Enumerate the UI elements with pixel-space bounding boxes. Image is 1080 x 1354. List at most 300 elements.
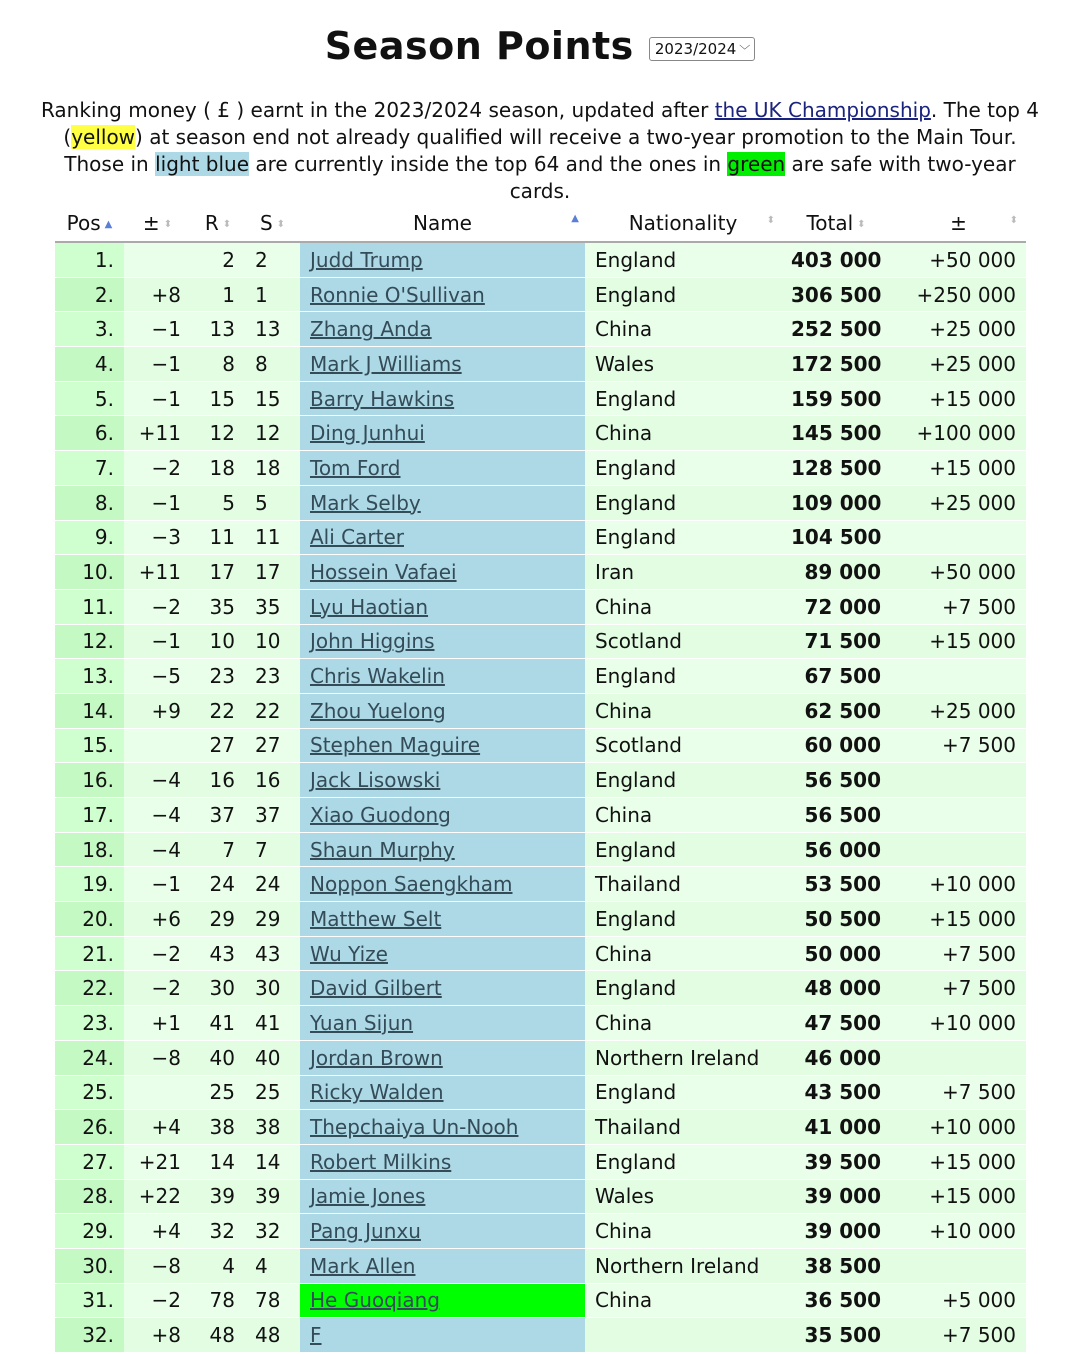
player-link[interactable]: Barry Hawkins: [310, 386, 455, 411]
player-nationality-cell: Wales: [585, 347, 781, 382]
ranking-s-cell: 11: [245, 520, 300, 555]
rank-diff-cell: −4: [124, 798, 191, 833]
points-change-cell: +7 500: [891, 936, 1026, 971]
ranking-s-cell: 25: [245, 1075, 300, 1110]
rank-position-cell: 11.: [55, 589, 124, 624]
player-nationality-cell: England: [585, 659, 781, 694]
ranking-s-cell: 18: [245, 451, 300, 486]
col-header-s[interactable]: S ⬍: [245, 205, 300, 242]
ranking-r-cell: 24: [191, 867, 245, 902]
table-row: [55, 485, 1026, 520]
table-row: [55, 1283, 1026, 1318]
player-nationality-cell: England: [585, 971, 781, 1006]
player-name-cell: [300, 242, 585, 277]
ranking-r-cell: 37: [191, 798, 245, 833]
points-total-cell: 159 500: [781, 381, 891, 416]
points-total-cell: 50 500: [781, 902, 891, 937]
rank-diff-cell: −4: [124, 832, 191, 867]
ranking-s-cell: 12: [245, 416, 300, 451]
player-name-cell: [300, 971, 585, 1006]
player-name-cell: [300, 728, 585, 763]
player-nationality-cell: England: [585, 1144, 781, 1179]
player-name-cell: [300, 867, 585, 902]
uk-championship-link[interactable]: the UK Championship: [714, 98, 931, 122]
col-header-nationality[interactable]: Nationality ⬍: [585, 205, 781, 242]
points-total-cell: 60 000: [781, 728, 891, 763]
points-change-cell: +25 000: [891, 485, 1026, 520]
player-nationality-cell: England: [585, 902, 781, 937]
rank-diff-cell: +1: [124, 1006, 191, 1041]
rank-diff-cell: −1: [124, 485, 191, 520]
table-body: [55, 242, 1026, 1353]
player-link[interactable]: Tom Ford: [310, 455, 401, 480]
player-name-cell: [300, 277, 585, 312]
player-nationality-cell: China: [585, 936, 781, 971]
points-total-cell: 41 000: [781, 1110, 891, 1145]
player-nationality-cell: Northern Ireland: [585, 1248, 781, 1283]
player-nationality-cell: Wales: [585, 1179, 781, 1214]
table-row: [55, 832, 1026, 867]
sort-icon: ⬍: [766, 215, 775, 226]
player-link[interactable]: Ronnie O'Sullivan: [310, 282, 485, 307]
intro-text-1: Ranking money ( £ ) earnt in the 2023/2024 season, updated after: [40, 98, 715, 122]
player-nationality-cell: England: [585, 451, 781, 486]
ranking-s-cell: 27: [245, 728, 300, 763]
col-header-r[interactable]: R ⬍: [191, 205, 245, 242]
table-row: [55, 1179, 1026, 1214]
player-link[interactable]: He Guoqiang: [310, 1288, 440, 1313]
intro-text-4: are currently inside the top 64 and the ones in: [249, 152, 728, 176]
points-total-cell: 71 500: [781, 624, 891, 659]
points-total-cell: 67 500: [781, 659, 891, 694]
points-change-cell: +10 000: [891, 1214, 1026, 1249]
rank-position-cell: 26.: [55, 1110, 124, 1145]
col-header-pos[interactable]: Pos ▲: [55, 205, 124, 242]
col-header-change[interactable]: ± ⬍: [891, 205, 1026, 242]
ranking-s-cell: 14: [245, 1144, 300, 1179]
player-link[interactable]: Ding Junhui: [310, 421, 425, 446]
player-nationality-cell: Scotland: [585, 624, 781, 659]
rank-position-cell: 31.: [55, 1283, 124, 1318]
player-link[interactable]: Stephen Maguire: [310, 733, 481, 758]
rank-diff-cell: −1: [124, 867, 191, 902]
points-total-cell: 104 500: [781, 520, 891, 555]
season-select[interactable]: [649, 37, 755, 61]
ranking-s-cell: 37: [245, 798, 300, 833]
player-link[interactable]: Hossein Vafaei: [310, 560, 457, 585]
table-row: [55, 1318, 1026, 1353]
points-change-cell: [891, 520, 1026, 555]
ranking-r-cell: 39: [191, 1179, 245, 1214]
points-total-cell: 39 500: [781, 1144, 891, 1179]
ranking-s-cell: 41: [245, 1006, 300, 1041]
rank-diff-cell: +6: [124, 902, 191, 937]
points-total-cell: 89 000: [781, 555, 891, 590]
player-name-cell: [300, 1248, 585, 1283]
points-total-cell: 145 500: [781, 416, 891, 451]
ranking-r-cell: 23: [191, 659, 245, 694]
ranking-r-cell: 16: [191, 763, 245, 798]
season-points-table: [55, 205, 1026, 1353]
ranking-r-cell: 48: [191, 1318, 245, 1353]
ranking-s-cell: 15: [245, 381, 300, 416]
col-header-total[interactable]: Total ⬍: [781, 205, 891, 242]
player-name-cell: [300, 624, 585, 659]
table-row: [55, 867, 1026, 902]
player-name-cell: [300, 485, 585, 520]
rank-position-cell: 28.: [55, 1179, 124, 1214]
table-row: [55, 936, 1026, 971]
rank-position-cell: 21.: [55, 936, 124, 971]
table-row: [55, 381, 1026, 416]
ranking-r-cell: 14: [191, 1144, 245, 1179]
player-nationality-cell: China: [585, 589, 781, 624]
player-link[interactable]: Yuan Sijun: [310, 1010, 414, 1035]
rank-diff-cell: +4: [124, 1214, 191, 1249]
ranking-r-cell: 38: [191, 1110, 245, 1145]
rank-position-cell: 7.: [55, 451, 124, 486]
ranking-s-cell: 29: [245, 902, 300, 937]
player-link[interactable]: Jack Lisowski: [310, 768, 441, 793]
points-change-cell: +50 000: [891, 555, 1026, 590]
player-link[interactable]: Robert Milkins: [310, 1149, 452, 1174]
rank-diff-cell: −1: [124, 624, 191, 659]
season-select-value: 2023/2024: [654, 40, 737, 58]
player-nationality-cell: England: [585, 381, 781, 416]
points-total-cell: 35 500: [781, 1318, 891, 1353]
ranking-s-cell: 48: [245, 1318, 300, 1353]
rank-position-cell: 29.: [55, 1214, 124, 1249]
player-name-cell: [300, 1318, 585, 1353]
player-name-cell: [300, 1040, 585, 1075]
rank-position-cell: 17.: [55, 798, 124, 833]
table-row: [55, 1144, 1026, 1179]
rank-diff-cell: −4: [124, 763, 191, 798]
rank-position-cell: 9.: [55, 520, 124, 555]
player-name-cell: [300, 832, 585, 867]
points-total-cell: 36 500: [781, 1283, 891, 1318]
player-link[interactable]: Xiao Guodong: [310, 802, 451, 827]
sort-icon: ⬍: [276, 219, 286, 230]
table-row: [55, 971, 1026, 1006]
points-total-cell: 128 500: [781, 451, 891, 486]
sort-up-icon: ▲: [104, 219, 113, 230]
points-total-cell: 172 500: [781, 347, 891, 382]
player-link[interactable]: Mark Selby: [310, 490, 421, 515]
points-change-cell: [891, 1248, 1026, 1283]
rank-position-cell: 24.: [55, 1040, 124, 1075]
rank-diff-cell: −8: [124, 1040, 191, 1075]
table-header-row: [55, 205, 1026, 242]
ranking-s-cell: 17: [245, 555, 300, 590]
col-header-diff[interactable]: ± ⬍: [124, 205, 191, 242]
points-change-cell: +50 000: [891, 242, 1026, 277]
player-link[interactable]: Noppon Saengkham: [310, 872, 513, 897]
player-nationality-cell: England: [585, 242, 781, 277]
intro-text-5: are safe with two-year cards.: [509, 152, 1016, 203]
ranking-s-cell: 24: [245, 867, 300, 902]
player-link[interactable]: Thepchaiya Un-Nooh: [310, 1115, 519, 1140]
intro-paragraph: [40, 97, 1040, 205]
points-total-cell: 306 500: [781, 277, 891, 312]
title-row: [0, 24, 1080, 68]
points-total-cell: 48 000: [781, 971, 891, 1006]
points-change-cell: +15 000: [891, 902, 1026, 937]
ranking-r-cell: 30: [191, 971, 245, 1006]
points-total-cell: 252 500: [781, 312, 891, 347]
ranking-r-cell: 12: [191, 416, 245, 451]
player-link[interactable]: Jamie Jones: [310, 1184, 426, 1209]
table-row: [55, 659, 1026, 694]
player-name-cell: [300, 589, 585, 624]
rank-diff-cell: [124, 242, 191, 277]
player-name-cell: [300, 1075, 585, 1110]
player-name-cell: [300, 555, 585, 590]
points-total-cell: 38 500: [781, 1248, 891, 1283]
rank-position-cell: 10.: [55, 555, 124, 590]
ranking-r-cell: 25: [191, 1075, 245, 1110]
player-nationality-cell: England: [585, 1075, 781, 1110]
rank-position-cell: 20.: [55, 902, 124, 937]
player-name-cell: [300, 347, 585, 382]
player-link[interactable]: John Higgins: [310, 629, 435, 654]
points-change-cell: +10 000: [891, 1110, 1026, 1145]
player-name-cell: [300, 693, 585, 728]
rank-position-cell: 18.: [55, 832, 124, 867]
table-row: [55, 416, 1026, 451]
player-link[interactable]: Jordan Brown: [310, 1045, 443, 1070]
points-change-cell: +7 500: [891, 728, 1026, 763]
points-change-cell: [891, 763, 1026, 798]
points-change-cell: +5 000: [891, 1283, 1026, 1318]
player-name-cell: [300, 1214, 585, 1249]
player-link[interactable]: Ali Carter: [310, 525, 404, 550]
player-link[interactable]: David Gilbert: [310, 976, 442, 1001]
table-row: [55, 1006, 1026, 1041]
player-name-cell: [300, 763, 585, 798]
rank-diff-cell: −1: [124, 312, 191, 347]
points-change-cell: +10 000: [891, 867, 1026, 902]
player-link[interactable]: Pang Junxu: [310, 1219, 421, 1244]
ranking-r-cell: 7: [191, 832, 245, 867]
points-change-cell: [891, 1040, 1026, 1075]
player-link[interactable]: Matthew Selt: [310, 906, 442, 931]
ranking-s-cell: 2: [245, 242, 300, 277]
points-total-cell: 43 500: [781, 1075, 891, 1110]
player-name-cell: [300, 659, 585, 694]
player-name-cell: [300, 381, 585, 416]
points-total-cell: 47 500: [781, 1006, 891, 1041]
points-change-cell: +10 000: [891, 1006, 1026, 1041]
rank-diff-cell: +11: [124, 416, 191, 451]
ranking-r-cell: 2: [191, 242, 245, 277]
points-change-cell: +15 000: [891, 1179, 1026, 1214]
ranking-s-cell: 30: [245, 971, 300, 1006]
player-nationality-cell: England: [585, 277, 781, 312]
rank-position-cell: 19.: [55, 867, 124, 902]
player-name-cell: [300, 936, 585, 971]
rank-diff-cell: +8: [124, 277, 191, 312]
table-row: [55, 555, 1026, 590]
rank-position-cell: 27.: [55, 1144, 124, 1179]
rank-position-cell: 12.: [55, 624, 124, 659]
player-link[interactable]: Zhang Anda: [310, 317, 432, 342]
rank-diff-cell: +4: [124, 1110, 191, 1145]
player-name-cell: [300, 1110, 585, 1145]
player-link[interactable]: F: [310, 1323, 322, 1348]
table-row: [55, 312, 1026, 347]
intro-text-2: . The top 4 (: [63, 98, 1040, 149]
rank-diff-cell: [124, 1075, 191, 1110]
ranking-s-cell: 35: [245, 589, 300, 624]
rank-position-cell: 5.: [55, 381, 124, 416]
player-name-cell: [300, 1179, 585, 1214]
points-change-cell: +7 500: [891, 971, 1026, 1006]
points-change-cell: [891, 832, 1026, 867]
points-total-cell: 109 000: [781, 485, 891, 520]
ranking-s-cell: 40: [245, 1040, 300, 1075]
table-row: [55, 1248, 1026, 1283]
rank-position-cell: 1.: [55, 242, 124, 277]
rank-diff-cell: +21: [124, 1144, 191, 1179]
sort-icon: ⬍: [222, 219, 232, 230]
green-highlight: green: [727, 152, 786, 176]
ranking-s-cell: 22: [245, 693, 300, 728]
player-nationality-cell: China: [585, 1006, 781, 1041]
col-header-name[interactable]: Name ▲: [300, 205, 585, 242]
points-change-cell: [891, 659, 1026, 694]
ranking-r-cell: 40: [191, 1040, 245, 1075]
points-change-cell: +250 000: [891, 277, 1026, 312]
rank-diff-cell: −1: [124, 381, 191, 416]
table-row: [55, 347, 1026, 382]
rank-diff-cell: [124, 728, 191, 763]
points-total-cell: 72 000: [781, 589, 891, 624]
rank-position-cell: 16.: [55, 763, 124, 798]
ranking-s-cell: 1: [245, 277, 300, 312]
player-name-cell: [300, 1144, 585, 1179]
points-total-cell: 39 000: [781, 1179, 891, 1214]
table-row: [55, 624, 1026, 659]
points-change-cell: +7 500: [891, 589, 1026, 624]
player-nationality-cell: Iran: [585, 555, 781, 590]
player-link[interactable]: Judd Trump: [310, 247, 423, 272]
table-row: [55, 693, 1026, 728]
table-row: [55, 1110, 1026, 1145]
player-link[interactable]: Mark Allen: [310, 1253, 416, 1278]
player-nationality-cell: England: [585, 485, 781, 520]
player-link[interactable]: Lyu Haotian: [310, 594, 429, 619]
points-total-cell: 56 000: [781, 832, 891, 867]
yellow-highlight: yellow: [71, 125, 136, 149]
points-change-cell: +25 000: [891, 347, 1026, 382]
points-total-cell: 62 500: [781, 693, 891, 728]
table-row: [55, 520, 1026, 555]
player-nationality-cell: [585, 1318, 781, 1353]
intro-text-3: ) at season end not already qualified will receive a two-year promotion to the Main Tour. Those in: [64, 125, 1017, 176]
ranking-s-cell: 13: [245, 312, 300, 347]
points-change-cell: +7 500: [891, 1075, 1026, 1110]
table-row: [55, 1075, 1026, 1110]
player-name-cell: [300, 451, 585, 486]
player-nationality-cell: Thailand: [585, 1110, 781, 1145]
table-row: [55, 1040, 1026, 1075]
ranking-r-cell: 4: [191, 1248, 245, 1283]
ranking-r-cell: 22: [191, 693, 245, 728]
rank-diff-cell: −1: [124, 347, 191, 382]
rank-position-cell: 8.: [55, 485, 124, 520]
ranking-r-cell: 41: [191, 1006, 245, 1041]
table-row: [55, 763, 1026, 798]
points-total-cell: 56 500: [781, 763, 891, 798]
player-nationality-cell: China: [585, 312, 781, 347]
ranking-r-cell: 43: [191, 936, 245, 971]
ranking-s-cell: 16: [245, 763, 300, 798]
points-total-cell: 50 000: [781, 936, 891, 971]
sort-up-icon: ▲: [571, 213, 579, 224]
player-link[interactable]: Shaun Murphy: [310, 837, 455, 862]
rank-diff-cell: +8: [124, 1318, 191, 1353]
player-link[interactable]: Mark J Williams: [310, 351, 462, 376]
rank-position-cell: 22.: [55, 971, 124, 1006]
chevron-down-icon: ﹀: [739, 44, 751, 57]
ranking-s-cell: 39: [245, 1179, 300, 1214]
rank-position-cell: 2.: [55, 277, 124, 312]
player-nationality-cell: Scotland: [585, 728, 781, 763]
player-name-cell: [300, 902, 585, 937]
ranking-s-cell: 7: [245, 832, 300, 867]
table-row: [55, 728, 1026, 763]
ranking-r-cell: 1: [191, 277, 245, 312]
points-total-cell: 39 000: [781, 1214, 891, 1249]
rank-diff-cell: −2: [124, 589, 191, 624]
points-change-cell: +15 000: [891, 381, 1026, 416]
ranking-r-cell: 32: [191, 1214, 245, 1249]
rank-diff-cell: −3: [124, 520, 191, 555]
player-nationality-cell: Thailand: [585, 867, 781, 902]
rank-position-cell: 3.: [55, 312, 124, 347]
table-row: [55, 277, 1026, 312]
player-link[interactable]: Ricky Walden: [310, 1080, 444, 1105]
table-row: [55, 1214, 1026, 1249]
ranking-s-cell: 23: [245, 659, 300, 694]
points-change-cell: +15 000: [891, 624, 1026, 659]
light-blue-highlight: light blue: [155, 152, 250, 176]
ranking-s-cell: 10: [245, 624, 300, 659]
player-link[interactable]: Wu Yize: [310, 941, 388, 966]
player-link[interactable]: Chris Wakelin: [310, 664, 445, 689]
ranking-r-cell: 35: [191, 589, 245, 624]
rank-position-cell: 14.: [55, 693, 124, 728]
player-name-cell: [300, 416, 585, 451]
player-name-cell: [300, 1006, 585, 1041]
player-nationality-cell: China: [585, 416, 781, 451]
player-name-cell: [300, 312, 585, 347]
player-nationality-cell: China: [585, 798, 781, 833]
player-link[interactable]: Zhou Yuelong: [310, 698, 446, 723]
player-nationality-cell: China: [585, 693, 781, 728]
table-row: [55, 589, 1026, 624]
rank-diff-cell: −2: [124, 451, 191, 486]
points-change-cell: +7 500: [891, 1318, 1026, 1353]
points-change-cell: +15 000: [891, 1144, 1026, 1179]
ranking-r-cell: 29: [191, 902, 245, 937]
ranking-r-cell: 18: [191, 451, 245, 486]
table-row: [55, 798, 1026, 833]
player-nationality-cell: Northern Ireland: [585, 1040, 781, 1075]
rank-position-cell: 15.: [55, 728, 124, 763]
ranking-s-cell: 32: [245, 1214, 300, 1249]
